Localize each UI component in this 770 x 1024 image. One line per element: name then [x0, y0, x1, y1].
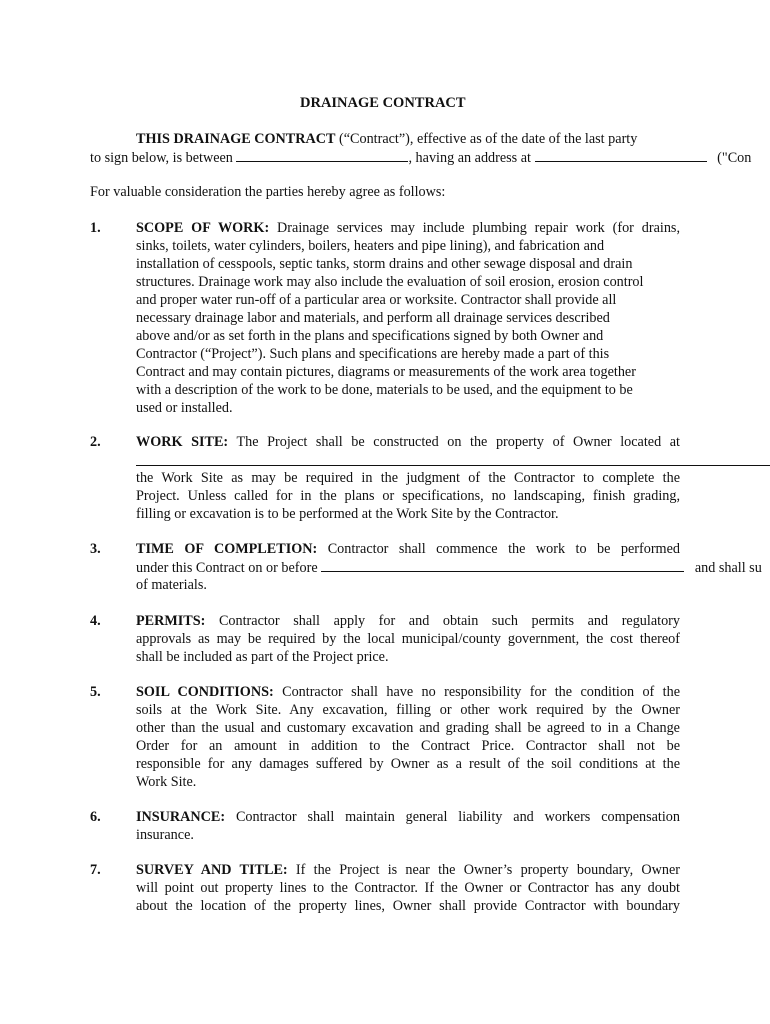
section-text: Project. Unless called for in the plans or specifications, no landscaping, finish grading, — [136, 488, 680, 504]
section-time-of-completion — [136, 540, 680, 558]
section-heading: SOIL CONDITIONS: — [136, 684, 274, 700]
section-heading: SCOPE OF WORK: — [136, 220, 270, 236]
completion-date-blank[interactable] — [321, 558, 684, 572]
section-text: sinks, toilets, water cylinders, boilers, heaters and pipe lining), and fabrication and — [136, 238, 605, 254]
address-blank[interactable] — [535, 148, 707, 162]
section-number: 6. — [90, 809, 101, 825]
section-text: installation of cesspools, septic tanks, storm drains and other sewage disposal and drain — [136, 256, 633, 272]
consideration-text: For valuable consideration the parties hereby agree as follows: — [90, 184, 446, 200]
section-text: above and/or as set forth in the plans and specifications signed by both Owner and — [136, 328, 604, 344]
section-text: and shall su — [694, 560, 762, 576]
section-heading: PERMITS: — [136, 613, 206, 629]
section-text: under this Contract on or before — [136, 560, 318, 576]
section-text: Contractor shall apply for and obtain such permits and regulatory — [205, 613, 680, 629]
section-text: Contractor (“Project”). Such plans and specifications are hereby made a part of this — [136, 346, 610, 362]
section-heading: INSURANCE: — [136, 809, 226, 825]
section-text: filling or excavation is to be performed at the Work Site by the Contractor. — [136, 506, 559, 522]
section-text: will point out property lines to the Contractor. If the Owner or Contractor has any doubt — [136, 880, 680, 896]
section-number: 3. — [90, 541, 101, 557]
section-number: 4. — [90, 613, 101, 629]
section-text: shall be included as part of the Project price. — [136, 649, 389, 665]
section-soil-conditions — [136, 683, 680, 791]
work-site-address-blank[interactable] — [136, 465, 770, 466]
section-number: 5. — [90, 684, 101, 700]
section-text: necessary drainage labor and materials, and perform all drainage services described — [136, 310, 610, 326]
intro-line-1 — [136, 130, 637, 148]
section-insurance — [136, 808, 680, 844]
section-text: If the Project is near the Owner’s property boundary, Owner — [287, 862, 681, 878]
intro-text-a: to sign below, is between — [90, 150, 233, 166]
intro-text-c: ("Con — [717, 150, 752, 166]
section-text: The Project shall be constructed on the property of Owner located at — [228, 434, 680, 450]
section-work-site — [136, 433, 680, 451]
section-text: approvals as may be required by the local municipal/county government, the cost thereof — [136, 631, 680, 647]
section-text: structures. Drainage work may also include the evaluation of soil erosion, erosion control — [136, 274, 644, 290]
section-number: 7. — [90, 862, 101, 878]
section-survey-and-title — [136, 861, 680, 915]
section-heading: TIME OF COMPLETION: — [136, 541, 318, 557]
section-number: 1. — [90, 220, 101, 236]
party-name-blank[interactable] — [236, 148, 408, 162]
section-number: 2. — [90, 434, 101, 450]
document-title: DRAINAGE CONTRACT — [300, 95, 466, 111]
intro-line-2 — [90, 148, 751, 167]
section-text: with a description of the work to be done, materials to be used, and the equipment to be — [136, 382, 633, 398]
section-text: Contractor shall commence the work to be performed — [317, 541, 680, 557]
section-heading: WORK SITE: — [136, 434, 229, 450]
section-text: about the location of the property lines, Owner shall provide Contractor with boundary — [136, 898, 680, 914]
section-text: soils at the Work Site. Any excavation, filling or other work required by the Owner — [136, 702, 680, 718]
section-text: Drainage services may include plumbing repair work (for drains, — [269, 220, 680, 236]
section-text: Order for an amount in addition to the Contract Price. Contractor shall not be — [136, 738, 680, 754]
section-text: of materials. — [136, 577, 207, 593]
section-work-site-cont — [136, 469, 680, 523]
section-text: Work Site. — [136, 774, 197, 790]
section-scope-of-work — [136, 219, 680, 417]
section-text: used or installed. — [136, 400, 233, 416]
section-text: and proper water run-off of a particular area or worksite. Contractor shall provide all — [136, 292, 617, 308]
intro-lead-rest: (“Contract”), effective as of the date of the last party — [335, 131, 638, 147]
intro-lead-bold: THIS DRAINAGE CONTRACT — [136, 131, 336, 147]
section-text: Contractor shall maintain general liability and workers compensation — [225, 809, 680, 825]
completion-date-line — [136, 558, 762, 577]
section-text: Contractor shall have no responsibility for the condition of the — [273, 684, 680, 700]
section-text: responsible for any damages suffered by Owner as a result of the soil conditions at the — [136, 756, 680, 772]
section-permits — [136, 612, 680, 666]
section-text: Contract and may contain pictures, diagrams or measurements of the work area together — [136, 364, 636, 380]
section-heading: SURVEY AND TITLE: — [136, 862, 288, 878]
section-text: insurance. — [136, 827, 194, 843]
section-text: other than the usual and customary excavation and grading shall be agreed to in a Change — [136, 720, 680, 736]
intro-text-b: , having an address at — [408, 150, 531, 166]
section-text: the Work Site as may be required in the judgment of the Contractor to complete the — [136, 470, 680, 486]
